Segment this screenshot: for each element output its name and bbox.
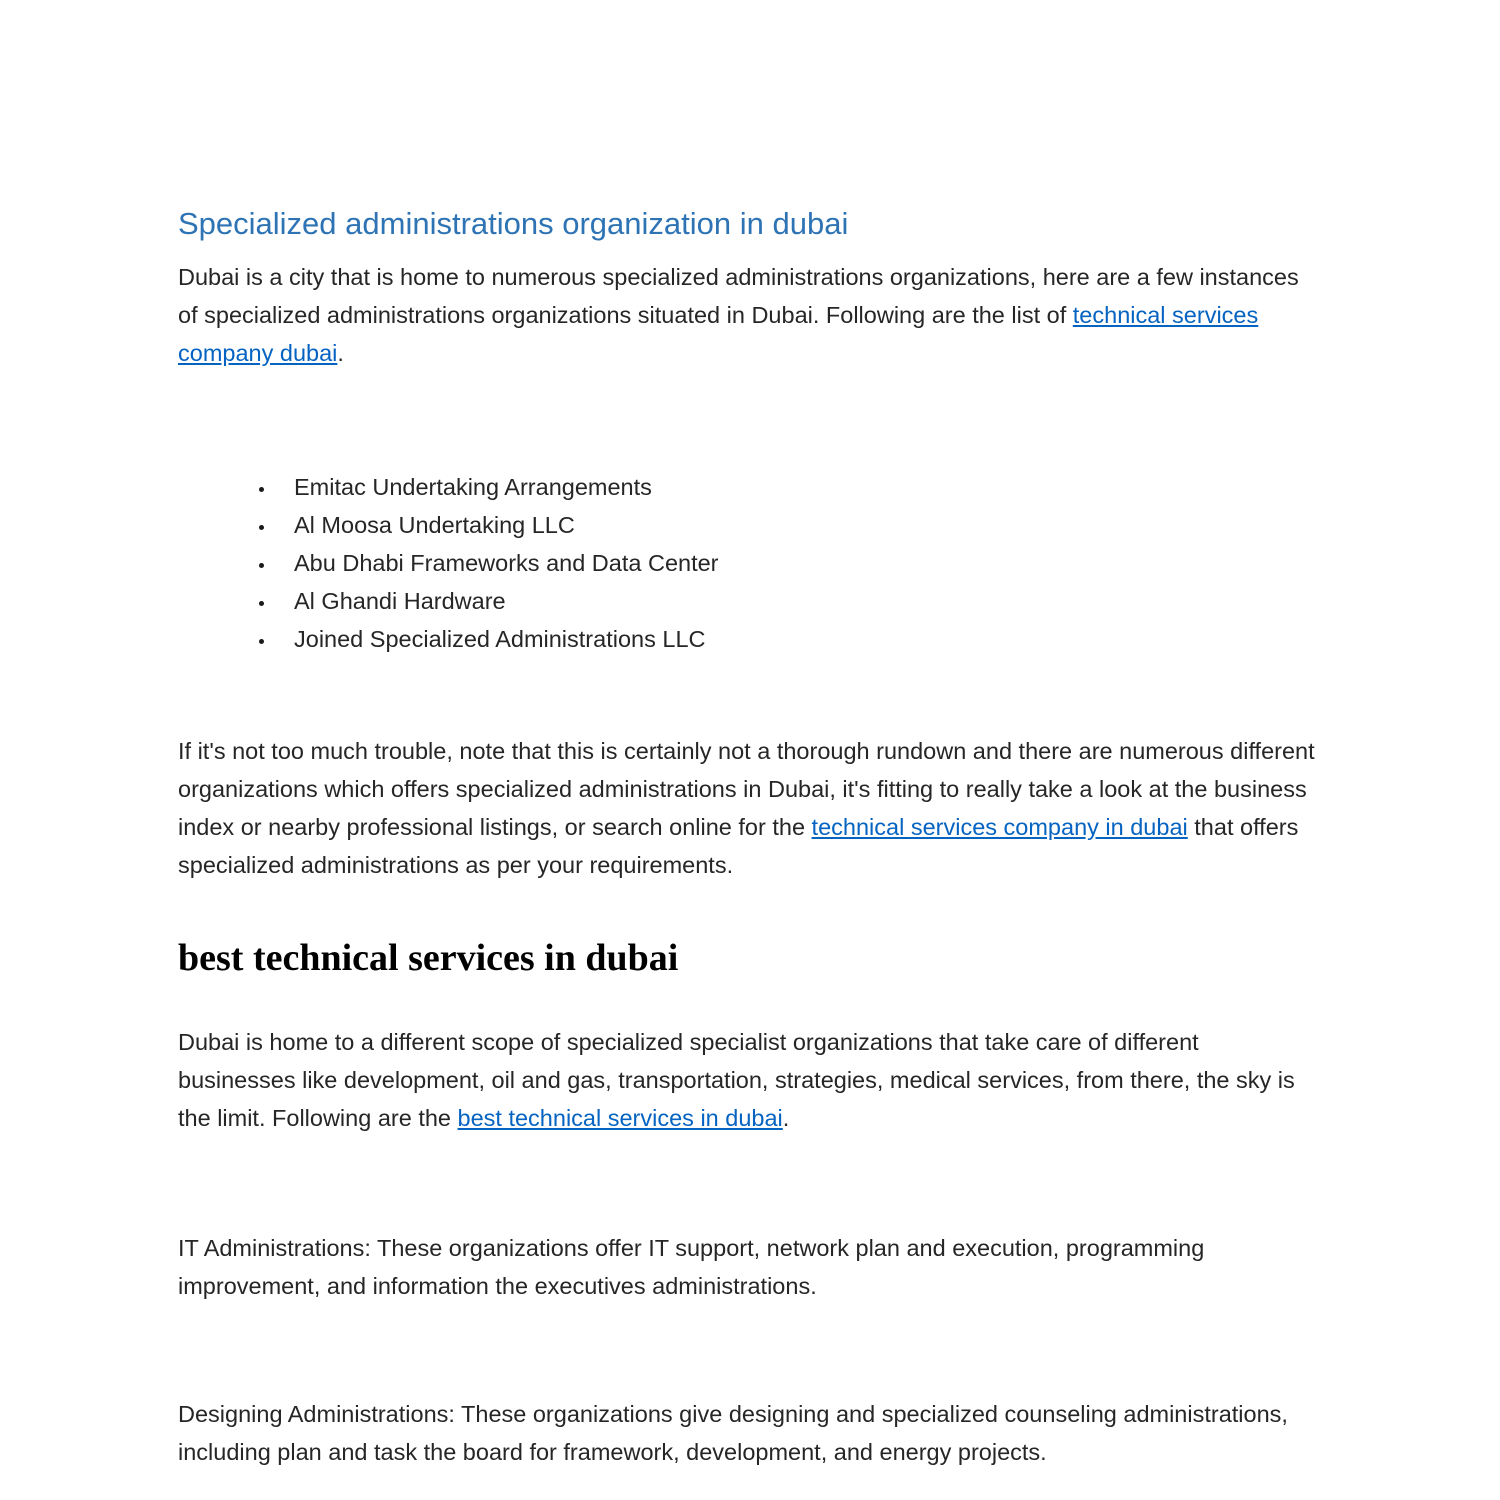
note-text-post: that offers specialized administrations as per your requirements. (178, 813, 1299, 878)
intro-text-post: . (337, 339, 344, 366)
page-title: Specialized administrations organization in dubai (178, 206, 849, 241)
intro-paragraph (178, 258, 1322, 372)
company-list (178, 468, 1322, 658)
list-item: • Joined Specialized Administrations LLC (276, 620, 1322, 658)
services-intro-paragraph (178, 1023, 1322, 1137)
list-item: • Emitac Undertaking Arrangements (276, 468, 1322, 506)
list-item: • Al Moosa Undertaking LLC (276, 506, 1322, 544)
list-item: • Abu Dhabi Frameworks and Data Center (276, 544, 1322, 582)
services-text-pre: Dubai is home to a different scope of specialized specialist organizations that take care of different businesses like development, oil and gas, transportation, strategies, medical services, from there, the sky is the limit. Following are the (178, 1029, 1295, 1132)
technical-services-company-dubai-link[interactable]: technical services company dubai (178, 301, 1259, 366)
services-text-post: . (782, 1105, 790, 1132)
intro-text-pre: Dubai is a city that is home to numerous specialized administrations organizations, here are a few instances of specialized administrations organizations situated in Dubai. Following are the list of (178, 263, 1299, 328)
it-administrations-paragraph: IT Administrations: These organizations offer IT support, network plan and execution, programming improvement, and information the executives administrations. (178, 1235, 1205, 1300)
section-heading-best-technical-services: best technical services in dubai (178, 936, 679, 979)
best-technical-services-in-dubai-link[interactable]: best technical services in dubai (457, 1105, 783, 1132)
technical-services-company-in-dubai-link[interactable]: technical services company in dubai (811, 813, 1188, 840)
designing-administrations-paragraph: Designing Administrations: These organizations give designing and specialized counseling administrations, including plan and task the board for framework, development, and energy projects. (178, 1401, 1288, 1466)
note-paragraph (178, 732, 1322, 884)
note-text-pre: If it's not too much trouble, note that this is certainly not a thorough rundown and there are numerous different organizations which offers specialized administrations in Dubai, it's fitting to really take a look at the business index or nearby professional listings, or search online for the (178, 737, 1315, 840)
list-item: • Al Ghandi Hardware (276, 582, 1322, 620)
